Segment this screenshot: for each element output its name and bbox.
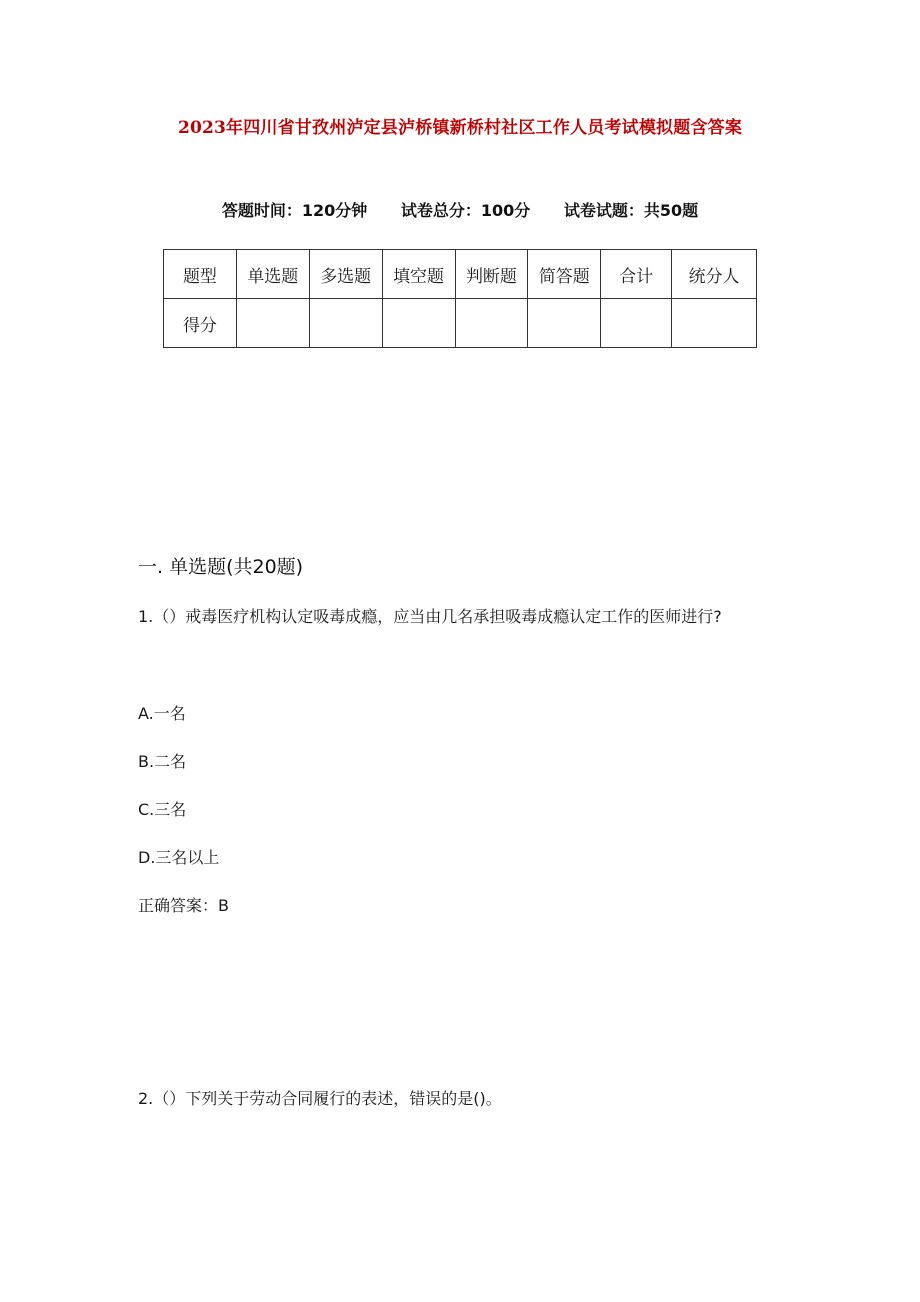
score-cell — [382, 299, 455, 348]
question-1-answer: 正确答案：B — [138, 896, 229, 915]
exam-meta — [0, 198, 920, 221]
section-title: 一. 单选题(共20题) — [138, 556, 304, 578]
exam-time: 答题时间：120分钟 — [221, 201, 368, 220]
header-cell-judge: 判断题 — [455, 250, 528, 299]
question-1-option-d: D.三名以上 — [138, 848, 220, 867]
question-1-stem: 1.（）戒毒医疗机构认定吸毒成瘾，应当由几名承担吸毒成瘾认定工作的医师进行? — [138, 607, 722, 626]
score-cell — [455, 299, 528, 348]
score-table-score-row — [164, 299, 757, 348]
header-cell-scorer: 统分人 — [672, 250, 757, 299]
score-row-label: 得分 — [164, 299, 237, 348]
header-cell-single: 单选题 — [236, 250, 309, 299]
score-cell — [601, 299, 672, 348]
score-cell — [236, 299, 309, 348]
score-cell — [528, 299, 601, 348]
score-cell — [672, 299, 757, 348]
question-1-option-c: C.三名 — [138, 800, 187, 819]
question-1-option-b: B.二名 — [138, 752, 187, 771]
score-table-header-row — [164, 250, 757, 299]
exam-question-count: 试卷试题：共50题 — [563, 201, 699, 220]
exam-total-score: 试卷总分：100分 — [400, 201, 531, 220]
header-cell-total: 合计 — [601, 250, 672, 299]
question-2-stem: 2.（）下列关于劳动合同履行的表述，错误的是()。 — [138, 1089, 502, 1108]
header-cell-fill: 填空题 — [382, 250, 455, 299]
question-1-option-a: A.一名 — [138, 704, 186, 723]
header-cell-type: 题型 — [164, 250, 237, 299]
document-title: 2023年四川省甘孜州泸定县泸桥镇新桥村社区工作人员考试模拟题含答案 — [177, 118, 743, 138]
score-table — [163, 249, 757, 348]
header-cell-short: 简答题 — [528, 250, 601, 299]
score-cell — [309, 299, 382, 348]
header-cell-multi: 多选题 — [309, 250, 382, 299]
